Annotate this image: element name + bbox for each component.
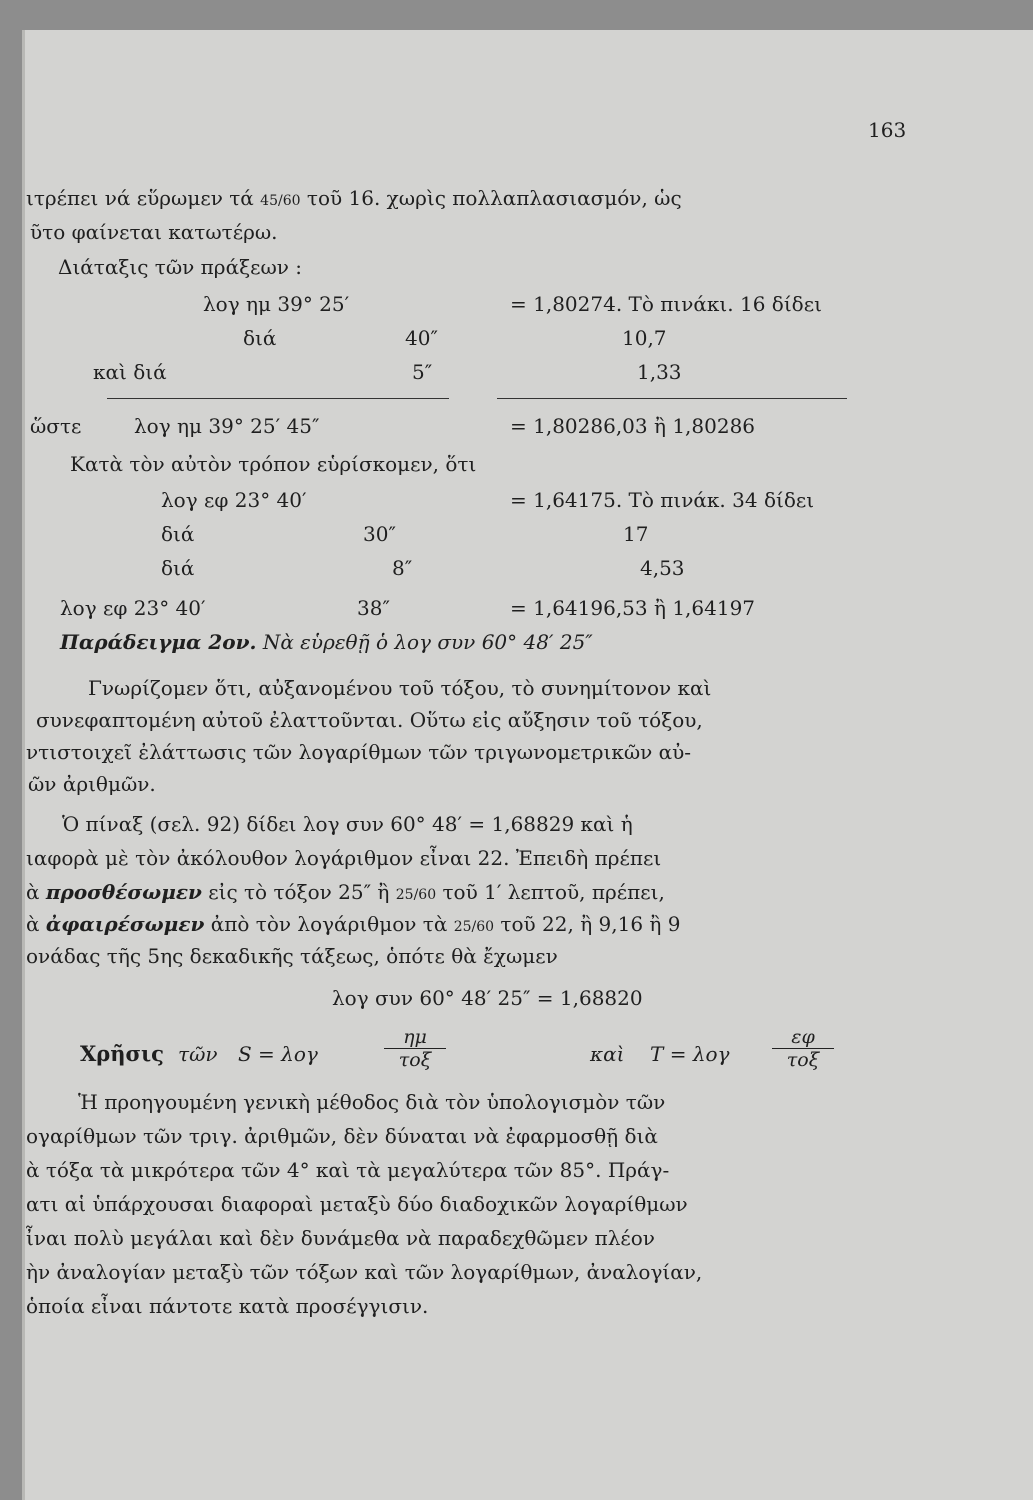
section-heading: Χρῆσις bbox=[80, 1041, 164, 1066]
calc-row: 40″ bbox=[405, 326, 438, 350]
calc-row: λογ εφ 23° 40′ bbox=[60, 596, 206, 620]
formula-t: T = λογ bbox=[650, 1042, 730, 1066]
page-number: 163 bbox=[868, 118, 907, 142]
calc-row: 30″ bbox=[363, 522, 396, 546]
text-line: ὰ προσθέσωμεν εἰς τὸ τόξον 25″ ἢ 25/60 τοῦ 1′ λεπτοῦ, πρέπει, bbox=[26, 880, 665, 904]
calc-row: καὶ διά bbox=[93, 360, 167, 384]
example-heading: Παράδειγμα 2ον. Νὰ εὑρεθῇ ὁ λογ συν 60° 48′ 25″ bbox=[60, 630, 593, 654]
text-line: ὴν ἀναλογίαν μεταξὺ τῶν τόξων καὶ τῶν λογαρίθμων, ἀναλογίαν, bbox=[26, 1260, 703, 1284]
text-line: ογαρίθμων τῶν τριγ. ἀριθμῶν, δὲν δύναται νὰ ἐφαρμοσθῇ διὰ bbox=[26, 1124, 658, 1148]
text-line: Ὁ πίναξ (σελ. 92) δίδει λογ συν 60° 48′ = 1,68829 καὶ ἡ bbox=[62, 812, 633, 836]
text-line: ιαφορὰ μὲ τὸν ἀκόλουθον λογάριθμον εἶναι 22. Ἐπειδὴ πρέπει bbox=[26, 846, 662, 870]
text-line: συνεφαπτομένη αὐτοῦ ἐλαττοῦνται. Οὕτω εἰς αὔξησιν τοῦ τόξου, bbox=[36, 708, 703, 732]
formula-line: λογ συν 60° 48′ 25″ = 1,68820 bbox=[332, 986, 643, 1010]
calc-result: = 1,80274. Τὸ πινάκι. 16 δίδει bbox=[510, 292, 822, 316]
calc-row: λογ ημ 39° 25′ 45″ bbox=[134, 414, 320, 438]
calc-row: λογ ημ 39° 25′ bbox=[203, 292, 350, 316]
fraction: 25/60 bbox=[453, 919, 495, 935]
calc-result: 17 bbox=[623, 522, 649, 546]
text-line: ιτρέπει νά εὕρωμεν τά 45/60 τοῦ 16. χωρὶς πολλαπλασιασμόν, ὡς bbox=[26, 186, 682, 210]
sum-rule bbox=[107, 398, 449, 399]
text-line: ὰ ἀφαιρέσωμεν ἀπὸ τὸν λογάριθμον τὰ 25/60 τοῦ 22, ἢ 9,16 ἢ 9 bbox=[26, 912, 681, 936]
text-line: Γνωρίζομεν ὅτι, αὐξανομένου τοῦ τόξου, τὸ συνημίτονον καὶ bbox=[88, 676, 712, 700]
fraction-t: εφ τοξ bbox=[772, 1026, 834, 1071]
text-line: ὁποία εἶναι πάντοτε κατὰ προσέγγισιν. bbox=[26, 1294, 429, 1318]
text-line: Διάταξις τῶν πράξεων : bbox=[58, 255, 303, 279]
text-line: ὰ τόξα τὰ μικρότερα τῶν 4° καὶ τὰ μεγαλύτερα τῶν 85°. Πράγ- bbox=[26, 1158, 670, 1182]
text-line: ντιστοιχεῖ ἐλάττωσις τῶν λογαρίθμων τῶν τριγωνομετρικῶν αὐ- bbox=[26, 740, 692, 764]
text-line: ατι αἱ ὑπάρχουσαι διαφοραὶ μεταξὺ δύο διαδοχικῶν λογαρίθμων bbox=[26, 1192, 688, 1216]
calc-row: λογ εφ 23° 40′ bbox=[161, 488, 307, 512]
section-heading-word: τῶν bbox=[178, 1042, 218, 1066]
text-line: ἶναι πολὺ μεγάλαι καὶ δὲν δυνάμεθα νὰ παραδεχθῶμεν πλέον bbox=[26, 1226, 655, 1250]
calc-result: 1,33 bbox=[637, 360, 682, 384]
formula-connector: καὶ bbox=[590, 1042, 625, 1066]
calc-result: 4,53 bbox=[640, 556, 685, 580]
calc-row: 5″ bbox=[412, 360, 433, 384]
calc-row: διά bbox=[243, 326, 277, 350]
fraction: 45/60 bbox=[260, 193, 301, 209]
text-line: Κατὰ τὸν αὐτὸν τρόπον εὑρίσκομεν, ὅτι bbox=[70, 452, 477, 476]
text-line: Ἡ προηγουμένη γενικὴ μέθοδος διὰ τὸν ὑπολογισμὸν τῶν bbox=[78, 1090, 666, 1114]
fraction: 25/60 bbox=[395, 887, 437, 903]
calc-row: 38″ bbox=[357, 596, 390, 620]
calc-row: διά bbox=[161, 556, 195, 580]
calc-result: = 1,64175. Τὸ πινάκ. 34 δίδει bbox=[510, 488, 815, 512]
calc-result: = 1,64196,53 ἢ 1,64197 bbox=[510, 596, 756, 620]
fraction-s: ημ τοξ bbox=[384, 1026, 446, 1071]
text-line: ῶν ἀριθμῶν. bbox=[28, 772, 156, 796]
text-line: ῦτο φαίνεται κατωτέρω. bbox=[30, 220, 278, 244]
calc-row: διά bbox=[161, 522, 195, 546]
calc-result: = 1,80286,03 ἢ 1,80286 bbox=[510, 414, 756, 438]
sum-rule bbox=[497, 398, 847, 399]
text-line: ὥστε bbox=[30, 414, 82, 438]
calc-result: 10,7 bbox=[622, 326, 667, 350]
formula-s: S = λογ bbox=[238, 1042, 318, 1066]
calc-row: 8″ bbox=[392, 556, 413, 580]
text-line: ονάδας τῆς 5ης δεκαδικῆς τάξεως, ὁπότε θὰ ἔχωμεν bbox=[26, 944, 558, 968]
